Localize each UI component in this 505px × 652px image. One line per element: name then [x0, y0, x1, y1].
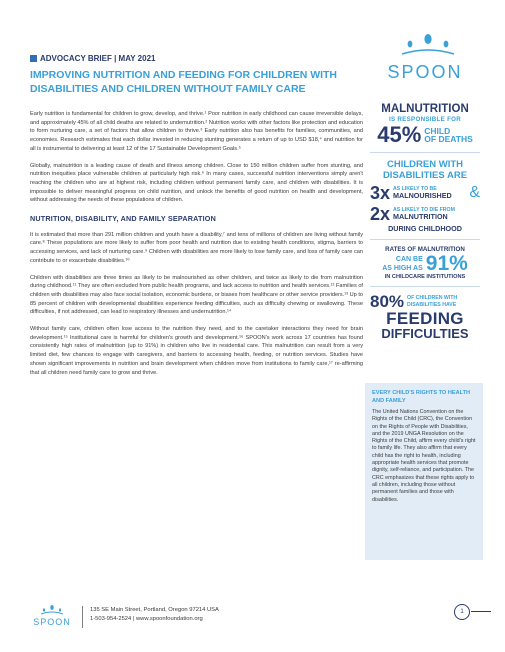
- stat-disabilities: [370, 159, 480, 233]
- stat-number: 80%: [370, 292, 405, 311]
- stats-sidebar: [370, 103, 480, 347]
- footer-address-block: [90, 606, 219, 624]
- section-heading: NUTRITION, DISABILITY, AND FAMILY SEPARATION: [30, 214, 216, 224]
- footer: [30, 604, 480, 632]
- logo-text: SPOON: [387, 62, 463, 82]
- stat-side: OF CHILDREN WITH DISABILITIES HAVE: [407, 295, 458, 308]
- brief-label: ADVOCACY BRIEF | MAY 2021: [40, 54, 156, 63]
- stat-multiplier: 2x: [370, 204, 391, 224]
- page-title: IMPROVING NUTRITION AND FEEDING FOR CHILDREN WITH DISABILITIES AND CHILDREN WITHOUT FAMILY CARE: [30, 69, 338, 95]
- divider: [370, 286, 480, 287]
- stat-side-line: CHILD: [424, 125, 451, 136]
- spoon-logo: [370, 32, 480, 88]
- brief-marker: [30, 55, 37, 62]
- footer-logo-text: SPOON: [33, 617, 71, 627]
- footer-separator: [82, 606, 83, 628]
- stat-big: DIFFICULTIES: [381, 326, 469, 341]
- ampersand: &: [469, 184, 480, 201]
- stat-number: 45%: [377, 122, 422, 147]
- rights-text: The United Nations Convention on the Rights of the Child (CRC), the Convention on the Rights of People with Disabilities, and the 2019 UNGA Resolution on the Rights of the Child, affirm every child's right to family life. They also affirm that every child has the right to health, including appropriate health services that promote dignity, self-reliance, and participation. The CRC emphasizes that these rights apply to all children, including those without permanent families and those with disabilities.: [372, 409, 476, 503]
- paragraph: It is estimated that more than 291 million children and youth have a disability,⁷ and tens of millions of children are living without family care.⁸ These populations are more likely to suffer from poor health and nutrition due to existing health conditions, stigma, barriers to accessing services, and lack of nurturing care.⁹ Children with disabilities are more likely to lose family care, and loss of family care can contribute to or exacerbate disabilities.¹⁰: [30, 231, 363, 264]
- stat-multiplier: 3x: [370, 183, 391, 203]
- paragraph: Early nutrition is fundamental for children to grow, develop, and thrive.¹ Poor nutrition in early childhood can cause irreversible delays, and approximately 45% of all child deaths are related to undernutrition.² Nutrition works with other factors like protection and education to form nurturing care, a set of factors that allow children to thrive.³ Early nutrition also has benefits for families, communities, and economies. Research estimates that each dollar invested in reducing stunting generates a return of up to USD $18,⁴ and nutrition for all is instrumental to delivering at least 12 of the 17 Sustainable Development Goals.⁵: [30, 111, 363, 152]
- spoon-icon: [398, 32, 458, 58]
- footer-contact[interactable]: 1-503-954-2524 | www.spoonfoundation.org: [90, 616, 203, 622]
- stat-big: FEEDING: [386, 309, 464, 328]
- page-number: 1: [454, 604, 470, 620]
- stat-feeding: [370, 293, 480, 341]
- paragraph: Globally, malnutrition is a leading cause of death and illness among children. Close to 150 million children suffer from stunting, and nutrition inequities place vulnerable children at particularly high risk.⁶ In many cases, successful nutrition interventions simply aren't reaching the children who are at highest risk, including children without permanent family care, and children with disabilities. It is impossible to deliver meaningful progress on child nutrition, and unlock the benefits of good nutrition on health and development, without addressing the needs of these populations of children.: [30, 162, 363, 204]
- divider: [370, 152, 480, 153]
- stat-left: AS HIGH AS: [382, 264, 423, 272]
- stat-footer: IN CHILDCARE INSTITUTIONS: [384, 274, 466, 280]
- stat-heading: MALNUTRITION: [381, 103, 469, 115]
- stat-small: AS LIKELY TO BE: [393, 185, 437, 192]
- rights-heading: EVERY CHILD'S RIGHTS TO HEALTH AND FAMILY: [372, 390, 471, 404]
- stat-footer: DURING CHILDHOOD: [388, 224, 462, 233]
- stat-left: CAN BE: [395, 255, 423, 263]
- page-number-line: [471, 611, 491, 612]
- stat-heading: RATES OF MALNUTRITION: [385, 246, 465, 253]
- stat-big: MALNUTRITION: [393, 212, 448, 221]
- main-content: [30, 110, 363, 385]
- stat-number: 91%: [425, 252, 468, 275]
- paragraph: Children with disabilities are three times as likely to be malnourished as other children, and twice as likely to die from malnutrition during childhood.¹¹ They are often excluded from public health programs, and lack access to nutrition and health services.¹² Families of children with disabilities may also face social isolation, economic burdens, or biases from healthcare or other service providers.¹³ Up to 85 percent of children with developmental disabilities experience feeding difficulties, such as difficulty chewing or swallowing. These difficulties, if not addressed, can lead to respiratory illnesses and undernutrition.¹⁴: [30, 274, 363, 316]
- spoon-icon: [39, 604, 65, 616]
- rights-box: [365, 383, 483, 560]
- divider: [370, 239, 480, 240]
- stat-malnutrition: [370, 103, 480, 146]
- footer-logo: [30, 604, 74, 632]
- stat-small: AS LIKELY TO DIE FROM: [393, 206, 455, 213]
- paragraph: Without family care, children often lose access to the nutrition they need, and to the caretaker interactions they need for brain development.¹⁵ Institutional care is harmful for children's growth and development.¹⁶ SPOON's work across 17 countries has found consistently high rates of malnutrition (up to 91%) in children who live in residential care. This malnutrition can result from a very limited diet, few chances to engage with caregivers, and barriers to accessing health, feeding, or nutrition services. Studies have shown significant improvements in nutrition and brain development when children move from institutions to family care,¹⁷ re-affirming that all children need family care to grow and thrive.: [30, 326, 363, 376]
- stat-institutions: [370, 246, 480, 280]
- footer-address: 135 SE Main Street, Portland, Oregon 97214 USA: [90, 607, 219, 613]
- stat-side-line: OF DEATHS: [424, 134, 473, 144]
- stat-subheading: IS RESPONSIBLE FOR: [388, 116, 462, 123]
- stat-heading: CHILDREN WITH DISABILITIES ARE: [382, 159, 468, 181]
- stat-big: MALNOURISHED: [393, 191, 452, 200]
